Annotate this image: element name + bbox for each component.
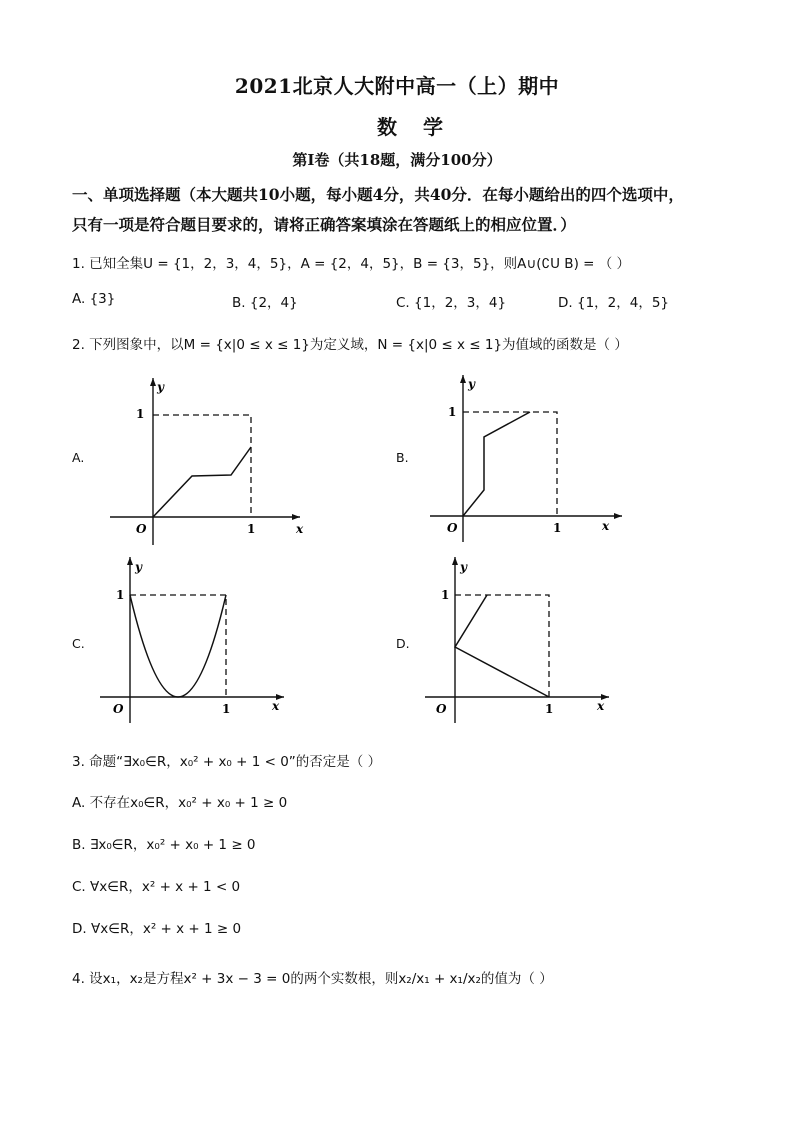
graph-d-label: D. bbox=[396, 636, 410, 651]
graph-d-one-y: 1 bbox=[441, 588, 450, 602]
graph-d-y-label: y bbox=[460, 560, 467, 574]
q1-option-d-text: {1，2，4，5} bbox=[576, 295, 670, 311]
graph-a-label: A. bbox=[72, 450, 85, 465]
q1-option-a-label: A. bbox=[72, 291, 86, 307]
q3-option-d-text: ∀x∈R，x² + x + 1 ≥ 0 bbox=[90, 921, 242, 937]
graph-b bbox=[430, 372, 630, 542]
graph-a bbox=[110, 375, 310, 545]
question-1-stem: 1. 已知全集U = {1，2，3，4，5}，A = {2，4，5}，B = {3，5}，则A∪(∁U B) = （ ） bbox=[72, 256, 631, 272]
graph-a-y-arrow bbox=[150, 378, 156, 386]
graph-c-origin: O bbox=[113, 702, 124, 716]
graph-d-dashed-box bbox=[455, 595, 549, 697]
exam-title: 2021北京人大附中高一（上）期中 bbox=[234, 74, 560, 98]
graph-d-x-label: x bbox=[597, 699, 605, 713]
q3-option-b bbox=[72, 833, 256, 853]
q1-option-a bbox=[72, 291, 115, 307]
graph-c-y-label: y bbox=[135, 560, 142, 574]
q3-option-a-text: 不存在x₀∈R，x₀² + x₀ + 1 ≥ 0 bbox=[89, 795, 288, 811]
graph-d-curve bbox=[455, 595, 549, 697]
graph-b-origin: O bbox=[447, 521, 458, 535]
q3-option-b-label: B. bbox=[72, 837, 86, 853]
graph-c-label: C. bbox=[72, 636, 85, 651]
graph-b-curve bbox=[463, 412, 530, 516]
q3-option-c-text: ∀x∈R，x² + x + 1 < 0 bbox=[90, 879, 241, 895]
q1-option-b-text: {2，4} bbox=[249, 295, 298, 311]
graph-a-x-label: x bbox=[296, 522, 304, 536]
graph-b-y-arrow bbox=[460, 375, 466, 383]
q1-option-d bbox=[558, 291, 669, 311]
q1-option-c-text: {1，2，3，4} bbox=[414, 295, 507, 311]
q1-option-b-label: B. bbox=[232, 295, 246, 311]
graph-d-one-x: 1 bbox=[545, 702, 554, 716]
q3-option-c bbox=[72, 875, 240, 895]
graph-a-curve bbox=[153, 447, 251, 517]
graph-a-origin: O bbox=[136, 522, 147, 536]
q3-option-a bbox=[72, 791, 287, 811]
graph-b-one-y: 1 bbox=[448, 405, 457, 419]
q1-option-b bbox=[232, 291, 298, 311]
graph-a-one-x: 1 bbox=[247, 522, 256, 536]
graph-a-y-label: y bbox=[157, 380, 164, 394]
graph-b-x-label: x bbox=[602, 519, 610, 533]
q3-option-a-label: A. bbox=[72, 795, 86, 811]
graph-b-dashed-box bbox=[463, 412, 557, 516]
exam-volume: 第Ⅰ卷（共18题，满分100分） bbox=[292, 151, 502, 169]
q1-option-d-label: D. bbox=[558, 295, 573, 311]
q3-option-d bbox=[72, 917, 241, 937]
question-4-stem: 4. 设x₁，x₂是方程x² + 3x − 3 = 0的两个实数根，则x₂/x₁ + x₁/x₂的值为（ ） bbox=[72, 971, 553, 987]
q3-option-d-label: D. bbox=[72, 921, 87, 937]
graph-d-origin: O bbox=[436, 702, 447, 716]
graph-b-one-x: 1 bbox=[553, 521, 562, 535]
graph-c-one-x: 1 bbox=[222, 702, 231, 716]
q3-option-c-label: C. bbox=[72, 879, 86, 895]
q1-option-c bbox=[396, 291, 506, 311]
q3-option-b-text: ∃x₀∈R，x₀² + x₀ + 1 ≥ 0 bbox=[89, 837, 256, 853]
graph-a-x-arrow bbox=[292, 514, 300, 520]
q1-option-c-label: C. bbox=[396, 295, 410, 311]
graph-d-y-arrow bbox=[452, 557, 458, 565]
graph-c-y-arrow bbox=[127, 557, 133, 565]
question-3-stem: 3. 命题“∃x₀∈R，x₀² + x₀ + 1 < 0”的否定是（ ） bbox=[72, 754, 382, 770]
question-2-stem: 2. 下列图象中，以M = {x|0 ≤ x ≤ 1}为定义域，N = {x|0 ≤ x ≤ 1}为值域的函数是（ ） bbox=[72, 337, 628, 353]
graph-c bbox=[100, 555, 300, 725]
graph-b-x-arrow bbox=[614, 513, 622, 519]
exam-subject: 数学 bbox=[377, 115, 469, 139]
q1-option-a-text: {3} bbox=[89, 291, 116, 307]
graph-c-one-y: 1 bbox=[116, 588, 125, 602]
graph-a-one-y: 1 bbox=[136, 407, 145, 421]
graph-c-x-label: x bbox=[272, 699, 280, 713]
graph-b-label: B. bbox=[396, 450, 409, 465]
graph-d bbox=[425, 555, 625, 725]
section-instruction-line-1: 一、单项选择题（本大题共10小题，每小题4分，共40分．在每小题给出的四个选项中， bbox=[72, 185, 684, 204]
graph-b-y-label: y bbox=[468, 377, 475, 391]
graph-c-parabola bbox=[130, 595, 226, 697]
section-instruction-line-2: 只有一项是符合题目要求的，请将正确答案填涂在答题纸上的相应位置．） bbox=[72, 215, 576, 234]
